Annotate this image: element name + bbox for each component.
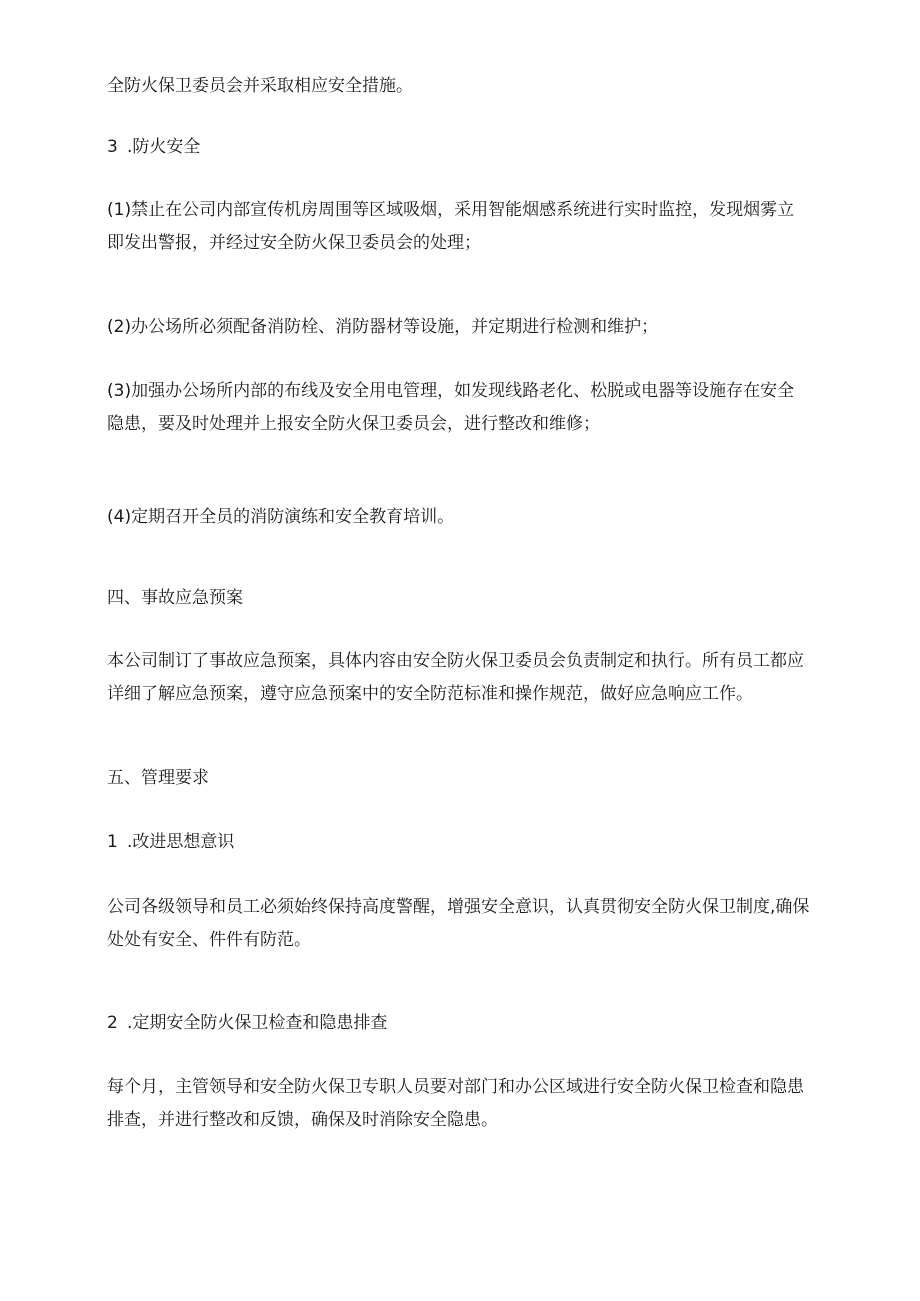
heading-text: .防火安全 (127, 137, 201, 157)
heading-line (107, 828, 819, 857)
text-line: 即发出警报，并经过安全防火保卫委员会的处理； (107, 233, 481, 253)
heading-line (107, 1009, 819, 1038)
heading-text: .定期安全防火保卫检查和隐患排查 (127, 1013, 388, 1033)
heading-fire-safety (107, 133, 819, 162)
text-line: 每个月，主管领导和安全防火保卫专职人员要对部门和办公区域进行安全防火保卫检查和隐患 (107, 1077, 804, 1097)
text-line: 隐患，要及时处理并上报安全防火保卫委员会，进行整改和维修； (107, 414, 600, 434)
heading-number: 1 (107, 832, 118, 852)
paragraph-fire-drill (107, 503, 819, 532)
text-line: 全防火保卫委员会并采取相应安全措施。 (107, 76, 413, 96)
text-line: (1)禁止在公司内部宣传机房周围等区域吸烟，采用智能烟感系统进行实时监控，发现烟雾立 (107, 200, 795, 220)
heading-line: 四、事故应急预案 (107, 588, 243, 608)
text-line: (3)加强办公场所内部的布线及安全用电管理，如发现线路老化、松脱或电器等设施存在安全 (107, 381, 795, 401)
paragraph-fire-equipment (107, 313, 819, 342)
heading-number: 2 (107, 1013, 118, 1033)
paragraph-inspection (107, 1073, 819, 1135)
text-line: 处处有安全、件件有防范。 (107, 930, 311, 950)
text-line: 排查，并进行整改和反馈，确保及时消除安全隐患。 (107, 1110, 498, 1130)
heading-text: .改进思想意识 (127, 832, 235, 852)
heading-section-emergency-plan (107, 584, 819, 613)
paragraph-emergency-plan (107, 647, 819, 709)
paragraph-awareness (107, 893, 819, 955)
heading-number: 3 (107, 137, 118, 157)
text-line: 本公司制订了事故应急预案，具体内容由安全防火保卫委员会负责制定和执行。所有员工都应 (107, 651, 804, 671)
heading-section-management (107, 764, 819, 793)
heading-line: 五、管理要求 (107, 768, 209, 788)
heading-item-awareness (107, 828, 819, 857)
text-line: (2)办公场所必须配备消防栓、消防器材等设施，并定期进行检测和维护； (107, 317, 659, 337)
text-line: (4)定期召开全员的消防演练和安全教育培训。 (107, 507, 455, 527)
paragraph-no-smoking (107, 196, 819, 258)
paragraph-fire-committee-end (107, 72, 819, 101)
text-line: 详细了解应急预案，遵守应急预案中的安全防范标准和操作规范，做好应急响应工作。 (107, 684, 753, 704)
text-line: 公司各级领导和员工必须始终保持高度警醒，增强安全意识，认真贯彻安全防火保卫制度,确保 (107, 897, 810, 917)
heading-item-inspection (107, 1009, 819, 1038)
heading-line (107, 133, 819, 162)
paragraph-electrical-safety (107, 377, 819, 439)
